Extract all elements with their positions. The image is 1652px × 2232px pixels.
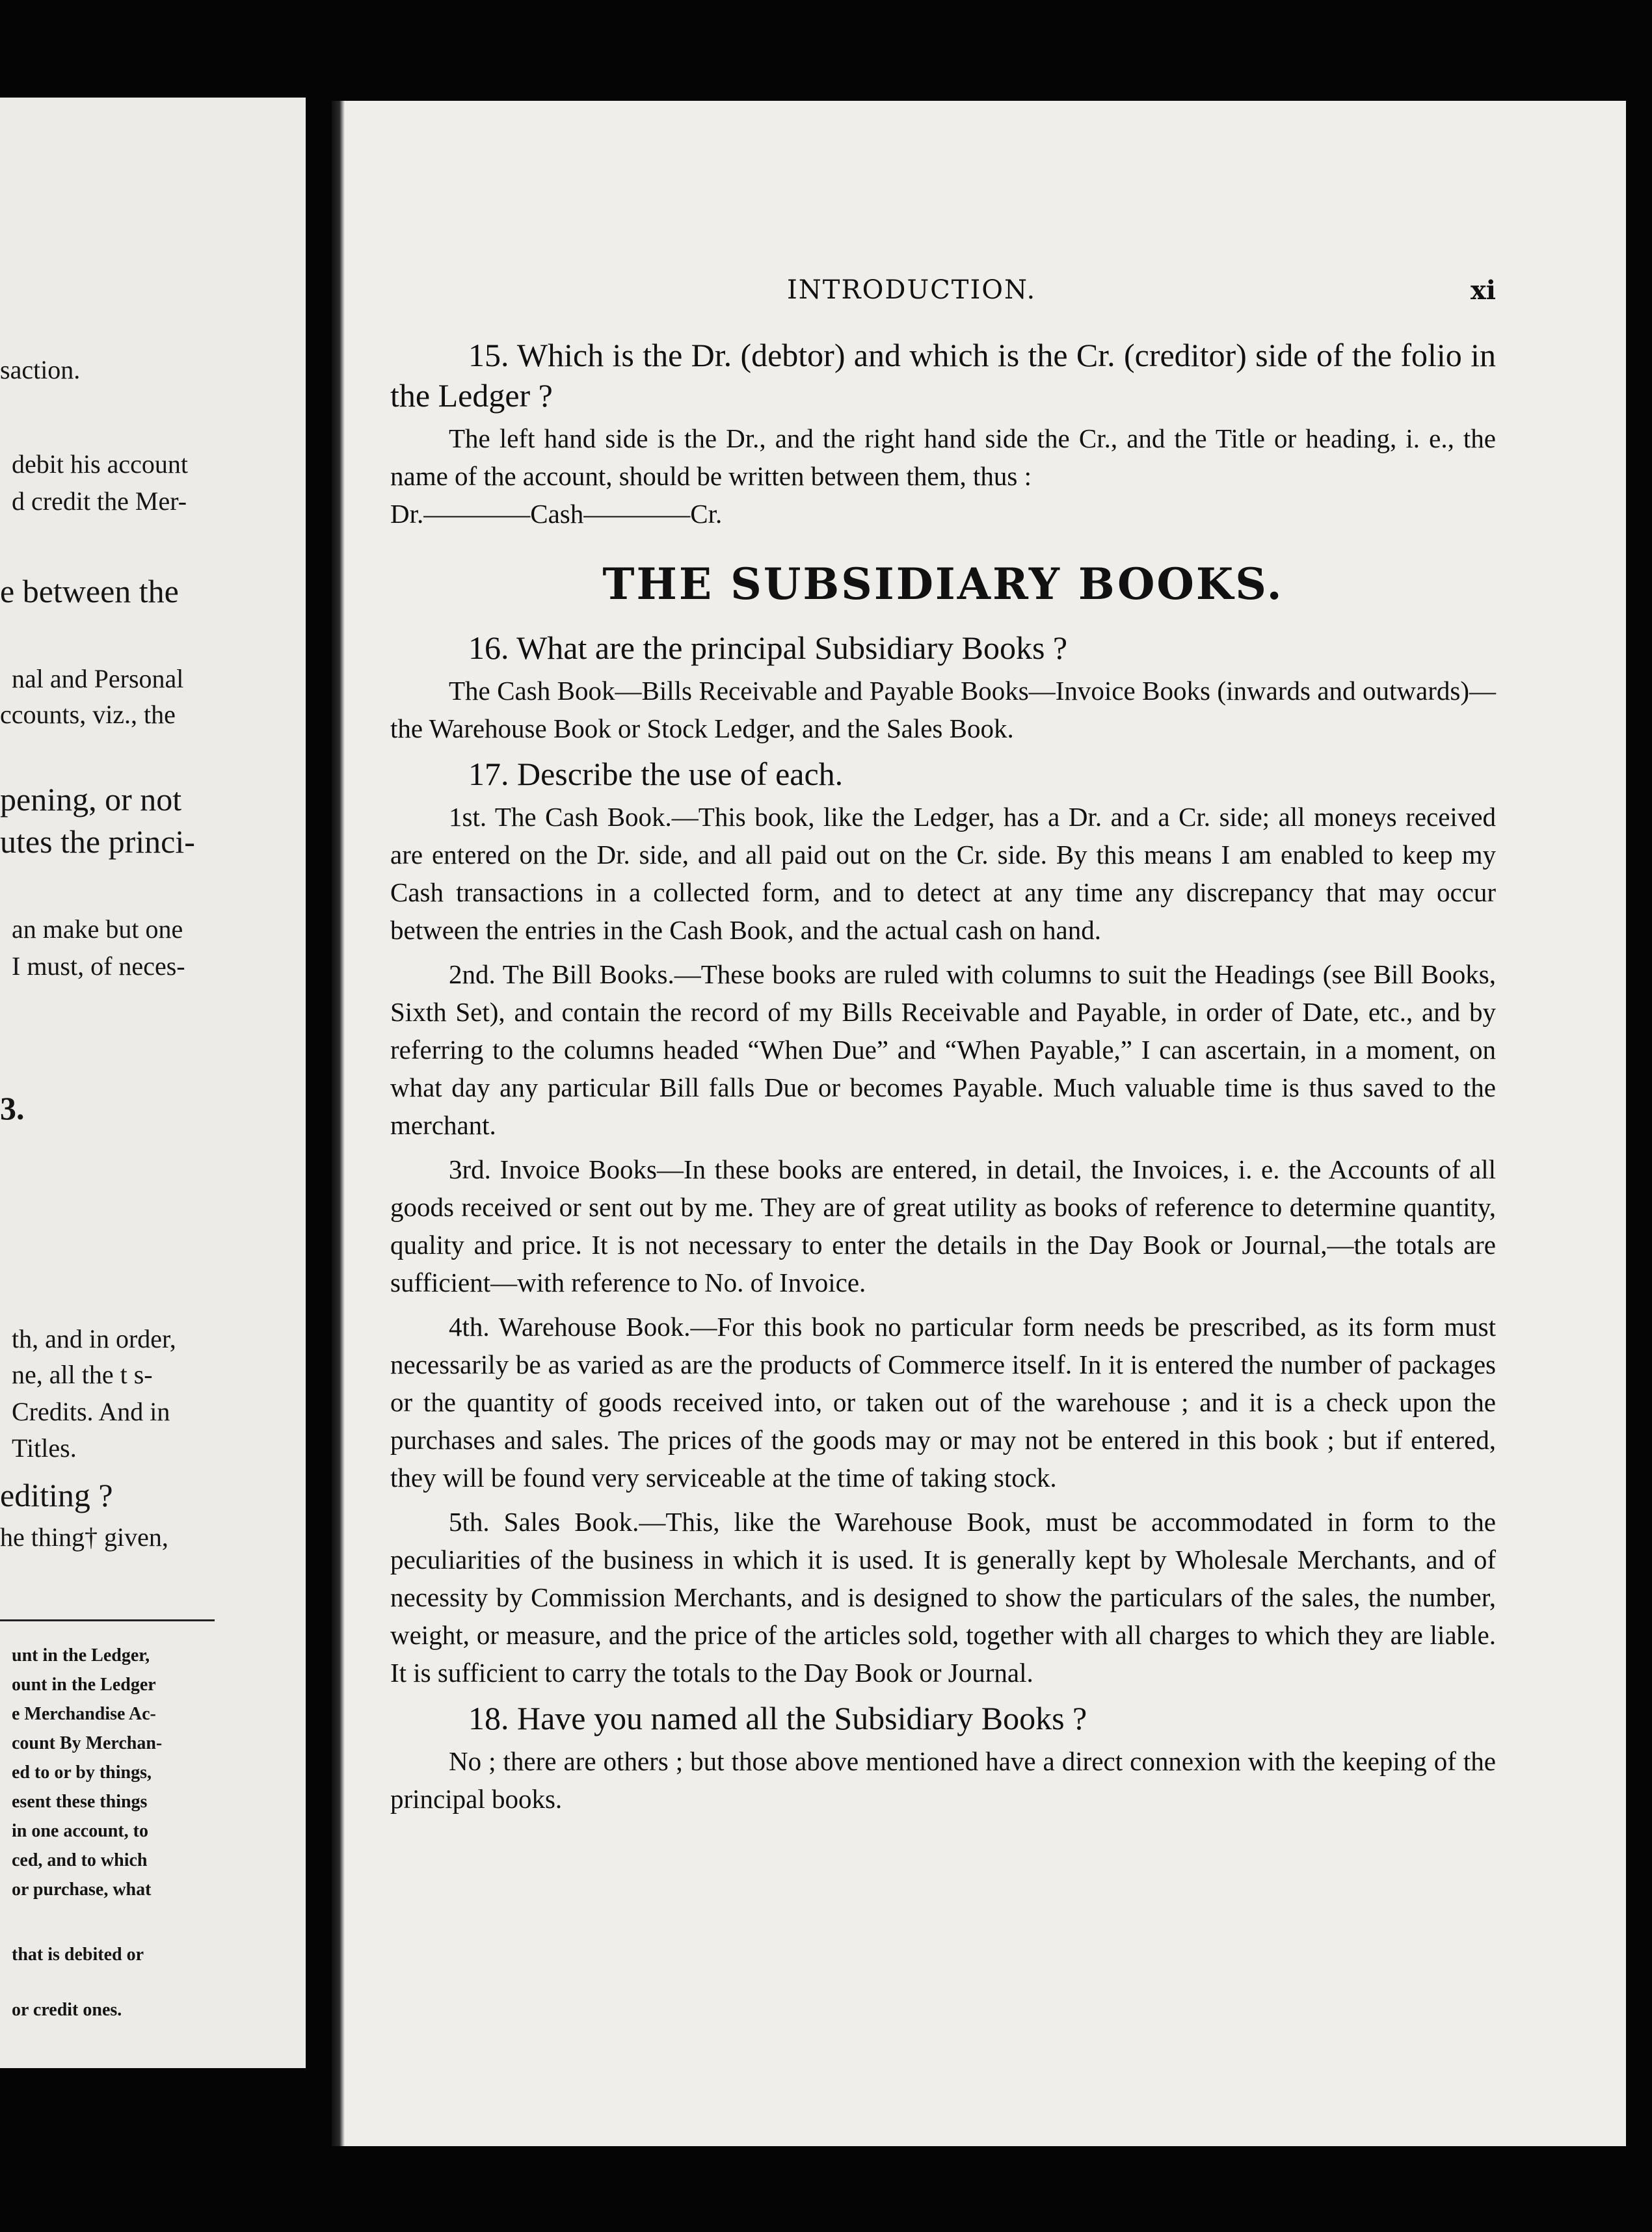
left-fragment: that is debited or <box>12 1945 144 1965</box>
left-fragment: esent these things <box>12 1792 148 1812</box>
left-fragment: or credit ones. <box>12 2000 122 2020</box>
left-fragment: ount in the Ledger <box>12 1675 156 1695</box>
left-fragment: nal and Personal <box>12 664 184 693</box>
left-fragment: an make but one <box>12 914 183 944</box>
left-page-fragment <box>0 98 306 2068</box>
answer-16: The Cash Book—Bills Receivable and Payable Books—Invoice Books (inwards and outwards)—the Warehouse Book or Stock Ledger, and the Sales Book. <box>390 676 1496 743</box>
question-16: 16. What are the principal Subsidiary Books ? <box>468 630 1068 666</box>
section-heading: THE SUBSIDIARY BOOKS. <box>602 559 1284 609</box>
left-fragment: count By Merchan- <box>12 1733 163 1753</box>
left-fragment: d credit the Mer- <box>12 486 187 516</box>
left-divider <box>0 1619 215 1621</box>
left-fragment: Credits. And in <box>12 1397 170 1426</box>
running-head <box>390 275 1496 314</box>
left-fragment: editing ? <box>0 1477 113 1513</box>
answer-18: No ; there are others ; but those above mentioned have a direct connexion with the keeping of the principal books. <box>390 1746 1496 1814</box>
answer-17-warehouse-book: 4th. Warehouse Book.—For this book no particular form needs be prescribed, as its form must necessarily be as varied as are the products of Commerce itself. In it is entered the number of packages or the quantity of goods received into, or taken out of the warehouse ; and it is a check upon the purchases and sales. The prices of the goods may or may not be entered in this book ; but if entered, they will be found very serviceable at the time of taking stock. <box>390 1312 1496 1493</box>
answer-17-invoice-books: 3rd. Invoice Books—In these books are entered, in detail, the Invoices, i. e. the Accounts of all goods received or sent out by me. They are of great utility as books of reference to determine quantity, quality and price. It is not necessary to enter the details in the Day Book or Journal,—the totals are sufficient—with reference to No. of Invoice. <box>390 1154 1496 1297</box>
book-page <box>332 101 1626 2146</box>
answer-17-cash-book: 1st. The Cash Book.—This book, like the Ledger, has a Dr. and a Cr. side; all moneys received are entered on the Dr. side, and all paid out on the Cr. side. By this means I am enabled to keep my Cash transactions in a collected form, and to detect at any time any discrepancy that may occur between the entries in the Cash Book, and the actual cash on hand. <box>390 802 1496 945</box>
left-fragment: debit his account <box>12 449 189 479</box>
answer-17-bill-books: 2nd. The Bill Books.—These books are ruled with columns to suit the Headings (see Bill Books, Sixth Set), and contain the record of my Bills Receivable and Payable, in order of Date, etc., and by referring to the columns headed “When Due” and “When Payable,” I can ascertain, in a moment, on what day any particular Bill falls Due or becomes Payable. Much valuable time is thus saved to the merchant. <box>390 959 1496 1140</box>
page-gutter <box>332 101 345 2146</box>
left-fragment: or purchase, what <box>12 1880 152 1900</box>
left-fragment: th, and in order, <box>12 1324 176 1353</box>
left-fragment: ccounts, viz., the <box>0 700 176 729</box>
question-17: 17. Describe the use of each. <box>468 756 844 792</box>
left-fragment: e Merchandise Ac- <box>12 1704 156 1724</box>
answer-17-sales-book: 5th. Sales Book.—This, like the Warehouse Book, must be accommodated in form to the peculiarities of the business in which it is used. It is generally kept by Wholesale Merchants, and of necessity by Commission Merchants, and is designed to show the particulars of the sales, the number, weight, or measure, and the price of the articles sold, together with all charges to which they are liable. It is sufficient to carry the totals to the Day Book or Journal. <box>390 1507 1496 1688</box>
left-fragment: utes the princi- <box>0 823 195 860</box>
left-fragment: ne, all the t s- <box>12 1360 153 1389</box>
account-title-diagram: Dr.————Cash————Cr. <box>390 499 723 529</box>
left-fragment: ced, and to which <box>12 1850 148 1870</box>
answer-15: The left hand side is the Dr., and the right hand side the Cr., and the Title or heading, i. e., the name of the account, should be written between them, thus : <box>390 423 1496 491</box>
question-15: 15. Which is the Dr. (debtor) and which is the Cr. (creditor) side of the folio in the Ledger ? <box>390 337 1496 414</box>
left-fragment: Titles. <box>12 1433 77 1463</box>
question-18: 18. Have you named all the Subsidiary Books ? <box>468 1700 1087 1736</box>
left-fragment: 3. <box>0 1090 25 1126</box>
left-fragment: in one account, to <box>12 1821 148 1841</box>
page-content <box>390 335 1496 1818</box>
left-fragment: ed to or by things, <box>12 1762 152 1783</box>
left-fragment: e between the <box>0 573 179 609</box>
left-fragment: saction. <box>0 355 81 384</box>
left-fragment: he thing† given, <box>0 1522 168 1552</box>
running-title: INTRODUCTION. <box>787 275 1037 305</box>
left-fragment: unt in the Ledger, <box>12 1645 150 1666</box>
page-number: xi <box>1470 275 1496 306</box>
left-fragment: pening, or not <box>0 781 182 817</box>
left-fragment: I must, of neces- <box>12 951 185 981</box>
